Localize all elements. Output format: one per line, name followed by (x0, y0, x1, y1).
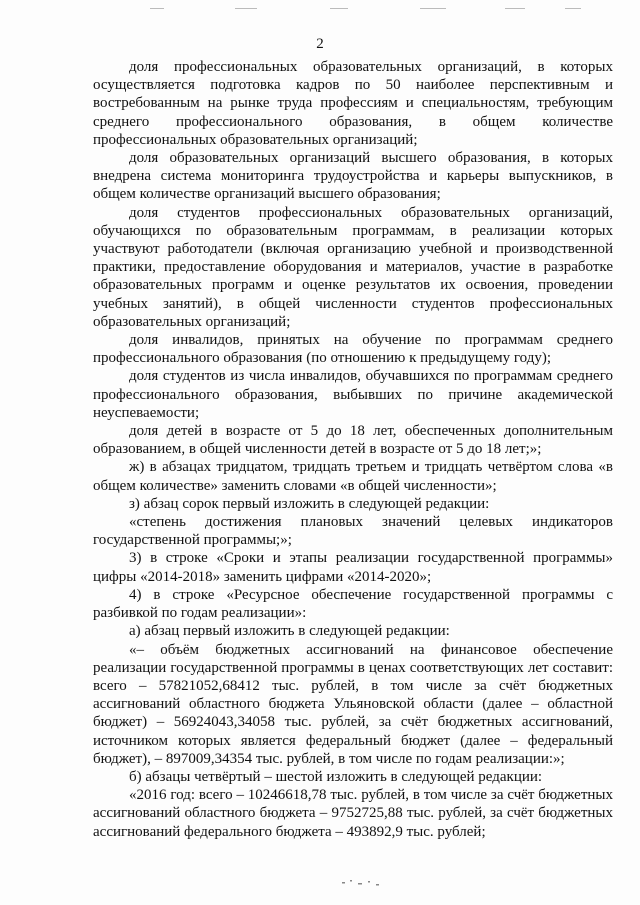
paragraph: а) абзац первый изложить в следующей редакции: (129, 623, 450, 640)
paragraph: доля детей в возрасте от 5 до 18 лет, обеспеченных дополнительным образованием, в общей численности детей в возрасте от 5 до 18 лет;»; (93, 423, 613, 458)
paragraph: 3) в строке «Сроки и этапы реализации государственной программы» цифры «2014-2018» заменить цифрами «2014-2020»; (93, 550, 613, 585)
scan-artifact-top (0, 6, 640, 14)
paragraph: з) абзац сорок первый изложить в следующей редакции: (129, 495, 490, 512)
paragraph: доля инвалидов, принятых на обучение по программам среднего профессионального образования (по отношению к предыдущему году); (93, 332, 613, 367)
paragraph: 4) в строке «Ресурсное обеспечение государственной программы с разбивкой по годам реализации»: (93, 586, 613, 622)
paragraph: «2016 год: всего – 10246618,78 тыс. рублей, в том числе за счёт бюджетных ассигнований областного бюджета – 9752725,88 тыс. рублей, за счёт бюджетных ассигнований федерального бюджета – 493892,9 тыс. рублей; (93, 787, 613, 840)
paragraph: «степень достижения плановых значений целевых индикаторов государственной программы;»; (93, 514, 613, 549)
scan-artifact-bottom (0, 876, 640, 890)
paragraph: доля образовательных организаций высшего образования, в которых внедрена система мониторинга трудоустройства и карьеры выпускников, в общем количестве организаций высшего образования; (93, 150, 613, 203)
paragraph: доля профессиональных образовательных организаций, в которых осуществляется подготовка кадров по 50 наиболее перспективным и востребованным на рынке труда профессиям и специальностям, требующим среднего профессионального образования, в общем количестве профессиональных образовательных организаций; (93, 59, 613, 148)
paragraph: ж) в абзацах тридцатом, тридцать третьем и тридцать четвёртом слова «в общем количестве» заменить словами «в общей численности»; (93, 459, 613, 494)
paragraph: доля студентов из числа инвалидов, обучавшихся по программам среднего профессионального образования, выбывших по причине академической неуспеваемости; (93, 368, 613, 421)
page-number: 2 (316, 36, 324, 52)
paragraph: доля студентов профессиональных образовательных организаций, обучающихся по образовательным программам, в реализации которых участвуют работодатели (включая организацию учебной и производственной практики, предоставление оборудования и материалов, участие в разработке образовательных программ и оценке результатов их освоения, проведении учебных занятий), в общей численности студентов профессиональных образовательных организаций; (93, 204, 613, 330)
paragraph: «– объём бюджетных ассигнований на финансовое обеспечение реализации государственной программы в ценах соответствующих лет составит: всего – 57821052,68412 тыс. рублей, в том числе за счёт бюджетных ассигнований областного бюджета Ульяновской области (далее – областной бюджет) – 56924043,34058 тыс. рублей, за счёт бюджетных ассигнований, источником которых является федеральный бюджет (далее – федеральный бюджет), – 897009,34354 тыс. рублей, в том числе по годам реализации:»; (93, 641, 613, 767)
document-body (93, 58, 613, 841)
paragraph: б) абзацы четвёртый – шестой изложить в следующей редакции: (129, 768, 543, 785)
